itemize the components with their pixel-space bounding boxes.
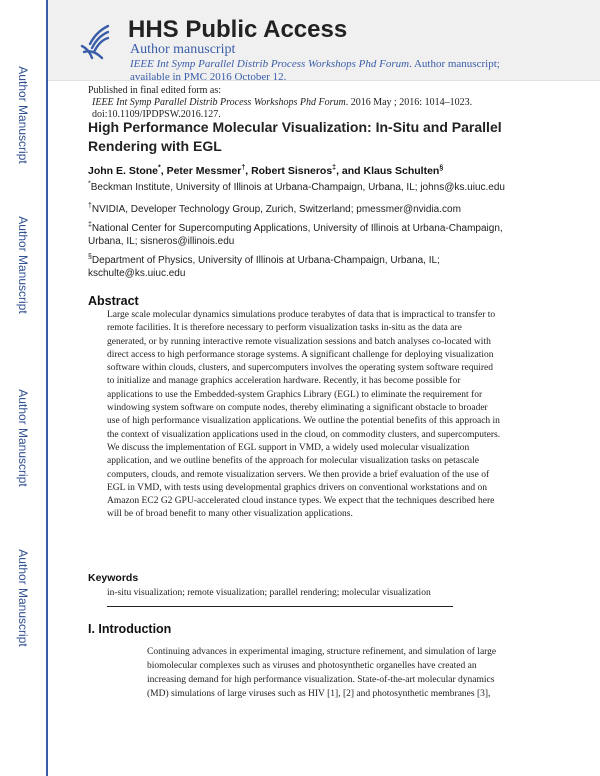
paper-title: High Performance Molecular Visualization: In-Situ and Parallel Rendering with EGL [88, 119, 502, 154]
introduction-text: Continuing advances in experimental imaging, structure refinement, and simulation of large biomolecular complexes such as viruses and photosynthetic organelles have created an increasing demand for high performance visualization. State-of-the-art molecular dynamics (MD) simulations of large viruses such as HIV [1], [2] and photosynthetic membranes [3], [147, 647, 497, 699]
author-list: John E. Stone*, Peter Messmer†, Robert Sisneros‡, and Klaus Schulten§ [88, 164, 444, 177]
affiliation-text: Department of Physics, University of Illinois at Urbana-Champaign, Urbana, IL; kschulte@ks.uiuc.edu [88, 255, 440, 279]
published-details: . 2016 May ; 2016: 1014–1023. doi:10.1109/IPDPSW.2016.127. [92, 97, 473, 120]
header-citation-journal: IEEE Int Symp Parallel Distrib Process Workshops Phd Forum [130, 58, 410, 70]
affiliation-text: NVIDIA, Developer Technology Group, Zurich, Switzerland; pmessmer@nvidia.com [91, 204, 461, 215]
header-citation-rest: . Author manuscript; available in PMC 2016 October 12. [130, 58, 500, 83]
affiliation-text: National Center for Supercomputing Applications, University of Illinois at Urbana-Champaign, Urbana, IL; sisneros@illinois.edu [88, 223, 503, 247]
affiliation-mark: † [88, 202, 92, 210]
side-label-author-manuscript: Author Manuscript [16, 549, 30, 647]
author-manuscript-label: Author manuscript [130, 42, 236, 57]
affiliation-text: Beckman Institute, University of Illinois at Urbana-Champaign, Urbana, IL; johns@ks.uiuc.edu [90, 182, 505, 193]
author-mark: † [241, 164, 246, 172]
side-label-author-manuscript: Author Manuscript [16, 66, 30, 164]
author-mark: § [439, 164, 444, 172]
hhs-eagle-logo-icon [78, 22, 112, 62]
affiliation-mark: § [88, 253, 92, 261]
side-label-author-manuscript: Author Manuscript [16, 389, 30, 487]
author-name: Peter Messmer [166, 165, 242, 177]
keywords-text: in-situ visualization; remote visualization; parallel rendering; molecular visualization [107, 588, 431, 598]
author-name: Robert Sisneros [251, 165, 333, 177]
author-mark: * [158, 164, 161, 172]
affiliation-mark: ‡ [88, 221, 92, 229]
hhs-public-access-title: HHS Public Access [128, 16, 348, 43]
affiliation [88, 181, 518, 194]
author-name: Klaus Schulten [363, 165, 440, 177]
abstract-heading: Abstract [88, 294, 139, 308]
keywords-divider [107, 606, 453, 607]
affiliation [88, 203, 518, 216]
affiliation [88, 254, 518, 280]
affiliation-mark: * [88, 180, 91, 188]
keywords-heading: Keywords [88, 572, 139, 584]
left-margin-rule [46, 0, 48, 776]
author-mark: ‡ [332, 164, 337, 172]
affiliation [88, 222, 518, 248]
author-name: John E. Stone [88, 165, 159, 177]
side-label-author-manuscript: Author Manuscript [16, 216, 30, 314]
abstract-text: Large scale molecular dynamics simulations produce terabytes of data that is impractical to transfer to remote facilities. It is therefore necessary to perform visualization tasks in-situ as the data are generated, or by running interactive remote visualization sessions and batch analyses co-located with direct access to high performance storage systems. A significant challenge for deploying visualization software within clouds, clusters, and supercomputers involves the operating system software required to initialize and manage graphics acceleration hardware. Recently, it has become possible for applications to use the Embedded-system Graphics Library (EGL) to eliminate the requirement for windowing system software on compute nodes, thereby eliminating a significant obstacle to broader use of high performance visualization applications. We outline the potential benefits of this approach in the context of visualization applications used in the cloud, on commodity clusters, and supercomputers. We discuss the implementation of EGL support in VMD, a widely used molecular visualization application, and we outline benefits of the approach for molecular visualization tasks on petascale computers, clouds, and remote visualization servers. We then provide a brief evaluation of the use of EGL in VMD, with tests using developmental graphics drivers on conventional workstations and on Amazon EC2 G2 GPU-accelerated cloud instance types. We expect that the techniques described here will be of broad benefit to many other visualization applications. [107, 310, 501, 520]
published-journal: IEEE Int Symp Parallel Distrib Process Workshops Phd Forum [92, 97, 346, 108]
introduction-heading: I. Introduction [88, 622, 172, 636]
published-form-label: Published in final edited form as: [88, 85, 222, 96]
header-citation [130, 58, 520, 84]
